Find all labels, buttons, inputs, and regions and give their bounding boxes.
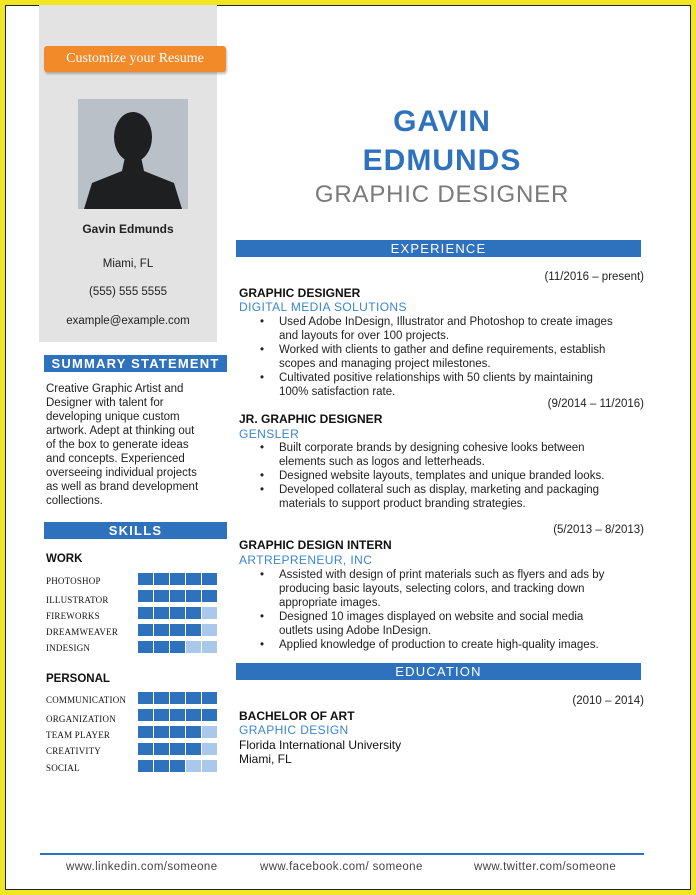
job-dates: (5/2013 – 8/2013) xyxy=(553,524,644,536)
skill-square-filled xyxy=(170,624,185,636)
skill-square-filled xyxy=(170,573,185,585)
skill-square-filled xyxy=(186,624,201,636)
education-heading: EDUCATION xyxy=(236,663,641,680)
skill-rating xyxy=(138,760,217,772)
sidebar-phone: (555) 555 5555 xyxy=(88,286,167,298)
footer-divider xyxy=(40,853,644,855)
skill-square-empty xyxy=(202,743,217,755)
education-degree: BACHELOR OF ART xyxy=(239,709,355,723)
experience-heading: EXPERIENCE xyxy=(236,240,641,257)
skill-square-filled xyxy=(154,760,169,772)
skill-square-filled xyxy=(138,726,153,738)
job-bullets xyxy=(251,315,641,399)
skill-square-filled xyxy=(170,743,185,755)
skill-square-filled xyxy=(186,692,201,704)
skill-square-filled xyxy=(154,726,169,738)
skill-square-filled xyxy=(170,692,185,704)
skill-square-empty xyxy=(186,760,201,772)
list-item: • Worked with clients to gather and define requirements, establish scopes and managing project milestones. xyxy=(251,343,641,371)
education-dates: (2010 – 2014) xyxy=(572,695,644,707)
skill-square-empty xyxy=(202,760,217,772)
skill-square-filled xyxy=(170,709,185,721)
list-item: • Used Adobe InDesign, Illustrator and Photoshop to create images and layouts for over 100 projects. xyxy=(251,315,641,343)
skill-square-filled xyxy=(186,573,201,585)
list-item: • Assisted with design of print materials such as flyers and ads by producing basic layouts, selecting colors, and tracking down appropriate images. xyxy=(251,568,641,610)
skill-rating xyxy=(138,624,217,636)
skill-rating xyxy=(138,590,217,602)
skill-label: SOCIAL xyxy=(46,763,80,773)
skill-label: FIREWORKS xyxy=(46,611,100,621)
summary-statement: Creative Graphic Artist and Designer with talent for developing unique custom artwork. Adept at thinking out of the box to generate ideas and concepts. Experienced overseeing individual projects as well as brand development collections. xyxy=(46,383,199,507)
profile-photo-placeholder xyxy=(78,99,188,209)
skill-square-filled xyxy=(202,590,217,602)
skill-label: DREAMWEAVER xyxy=(46,627,119,637)
skill-square-empty xyxy=(202,641,217,653)
skill-square-filled xyxy=(186,743,201,755)
skill-square-filled xyxy=(202,709,217,721)
sidebar-name: Gavin Edmunds xyxy=(82,222,174,236)
skill-square-filled xyxy=(202,692,217,704)
job-bullets xyxy=(251,568,641,652)
job-company: DIGITAL MEDIA SOLUTIONS xyxy=(239,300,407,314)
customize-resume-button[interactable]: Customize your Resume xyxy=(44,46,226,72)
skill-square-empty xyxy=(186,641,201,653)
skill-square-filled xyxy=(186,709,201,721)
skill-square-filled xyxy=(154,573,169,585)
skill-square-filled xyxy=(170,590,185,602)
header-role: GRAPHIC DESIGNER xyxy=(314,181,570,208)
skill-square-empty xyxy=(202,607,217,619)
job-bullets xyxy=(251,441,641,511)
list-item: • Designed website layouts, templates and unique branded looks. xyxy=(251,469,641,483)
skill-square-filled xyxy=(138,760,153,772)
skill-square-filled xyxy=(170,641,185,653)
education-location: Miami, FL xyxy=(239,752,292,766)
header-first-name: GAVIN xyxy=(393,105,491,138)
person-silhouette-icon xyxy=(78,99,188,209)
skill-label: PHOTOSHOP xyxy=(46,576,101,586)
education-field: GRAPHIC DESIGN xyxy=(239,723,349,737)
education-school: Florida International University xyxy=(239,738,402,752)
skill-rating xyxy=(138,607,217,619)
sidebar-email[interactable]: example@example.com xyxy=(66,315,190,327)
skill-square-filled xyxy=(170,607,185,619)
work-skills-heading: WORK xyxy=(46,553,83,565)
personal-skills-heading: PERSONAL xyxy=(46,673,110,685)
skill-square-filled xyxy=(154,607,169,619)
skill-square-filled xyxy=(138,641,153,653)
skill-square-filled xyxy=(154,743,169,755)
footer-facebook-link[interactable]: www.facebook.com/ someone xyxy=(260,861,423,873)
skill-rating xyxy=(138,743,217,755)
skill-label: ILLUSTRATOR xyxy=(46,595,109,605)
skill-square-filled xyxy=(138,590,153,602)
skill-square-filled xyxy=(186,726,201,738)
skills-heading: SKILLS xyxy=(44,522,227,539)
skill-square-filled xyxy=(138,692,153,704)
skill-label: TEAM PLAYER xyxy=(46,730,111,740)
job-company: GENSLER xyxy=(239,427,300,441)
summary-heading: SUMMARY STATEMENT xyxy=(44,355,227,372)
job-dates: (11/2016 – present) xyxy=(544,271,644,283)
skill-square-filled xyxy=(154,692,169,704)
skill-square-filled xyxy=(138,743,153,755)
job-title: GRAPHIC DESIGN INTERN xyxy=(239,538,392,552)
header-last-name: EDMUNDS xyxy=(362,144,522,177)
skill-rating xyxy=(138,726,217,738)
list-item: • Built corporate brands by designing cohesive looks between elements such as logos and letterheads. xyxy=(251,441,641,469)
skill-rating xyxy=(138,692,217,704)
skill-square-filled xyxy=(138,607,153,619)
skill-square-filled xyxy=(154,709,169,721)
skill-label: CREATIVITY xyxy=(46,746,101,756)
skill-square-filled xyxy=(138,624,153,636)
skill-square-filled xyxy=(186,607,201,619)
list-item: • Developed collateral such as display, marketing and packaging materials to support product branding strategies. xyxy=(251,483,641,511)
skill-rating xyxy=(138,573,217,585)
list-item: • Applied knowledge of production to create high-quality images. xyxy=(251,638,641,652)
skill-square-empty xyxy=(202,624,217,636)
skill-label: COMMUNICATION xyxy=(46,695,127,705)
list-item: • Designed 10 images displayed on website and social media outlets using Adobe InDesign. xyxy=(251,610,641,638)
skill-square-filled xyxy=(138,573,153,585)
job-title: GRAPHIC DESIGNER xyxy=(239,286,361,300)
skill-rating xyxy=(138,641,217,653)
skill-square-filled xyxy=(154,641,169,653)
skill-square-filled xyxy=(202,573,217,585)
skill-square-filled xyxy=(186,590,201,602)
footer-twitter-link[interactable]: www.twitter.com/someone xyxy=(474,861,617,873)
list-item: • Cultivated positive relationships with 50 clients by maintaining 100% satisfaction rate. xyxy=(251,371,641,399)
job-title: JR. GRAPHIC DESIGNER xyxy=(239,412,383,426)
skill-rating xyxy=(138,709,217,721)
skill-square-filled xyxy=(170,760,185,772)
skill-label: INDESIGN xyxy=(46,643,91,653)
skill-label: ORGANIZATION xyxy=(46,714,116,724)
job-company: ARTREPRENEUR, INC xyxy=(239,553,373,567)
skill-square-filled xyxy=(154,590,169,602)
skill-square-empty xyxy=(202,726,217,738)
footer-linkedin-link[interactable]: www.linkedin.com/someone xyxy=(66,861,218,873)
skill-square-filled xyxy=(170,726,185,738)
sidebar-location: Miami, FL xyxy=(102,258,154,270)
job-dates: (9/2014 – 11/2016) xyxy=(547,398,644,410)
skill-square-filled xyxy=(154,624,169,636)
skill-square-filled xyxy=(138,709,153,721)
